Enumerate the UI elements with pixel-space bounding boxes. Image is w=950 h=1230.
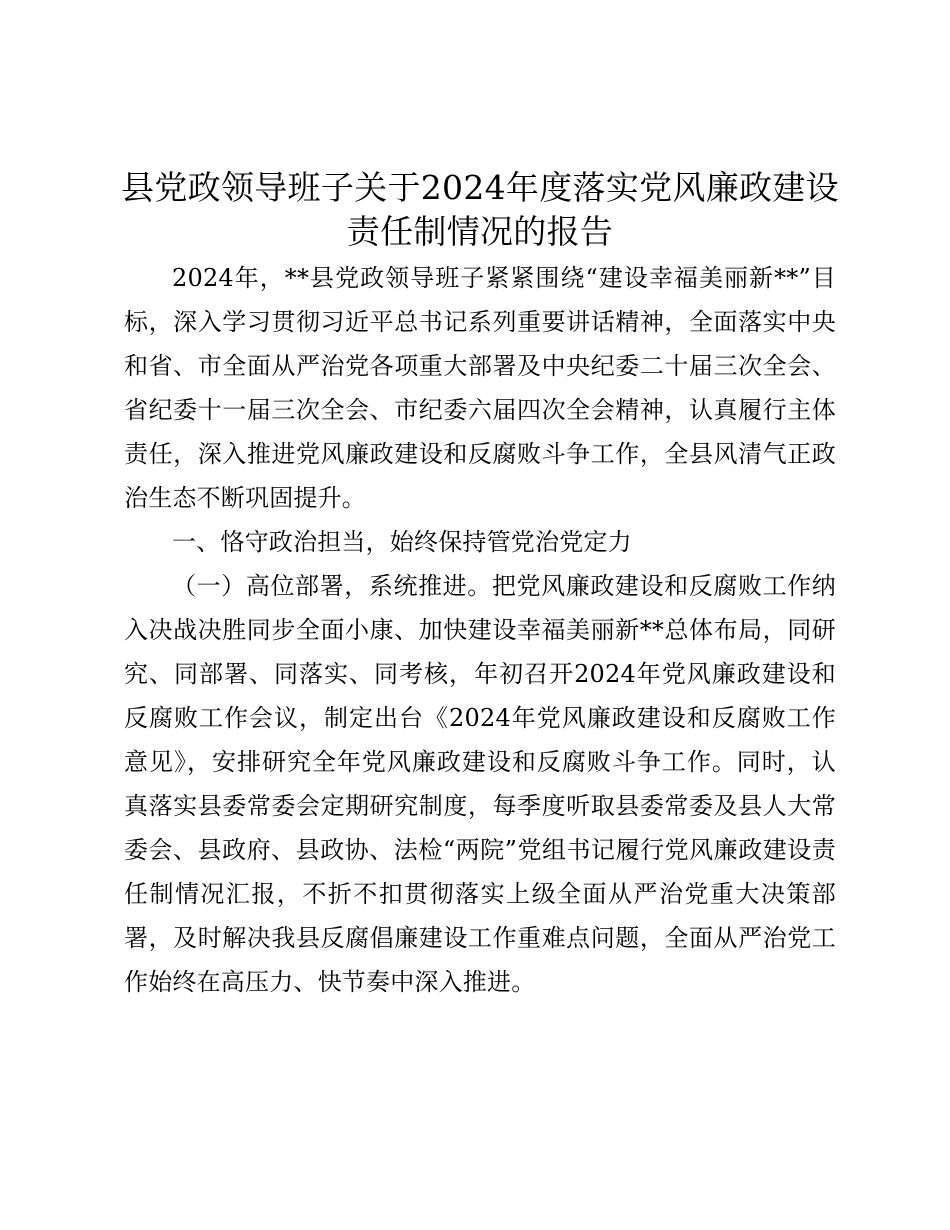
document-title: 县党政领导班子关于2024年度落实党风廉政建设责任制情况的报告 — [121, 168, 839, 251]
document-body — [124, 256, 836, 1004]
intro-paragraph: 2024年，**县党政领导班子紧紧围绕“建设幸福美丽新**”目标，深入学习贯彻习近平总书记系列重要讲话精神，全面落实中央和省、市全面从严治党各项重大部署及中央纪委二十届三次全会、省纪委十一届三次全会、市纪委六届四次全会精神，认真履行主体责任，深入推进党风廉政建设和反腐败斗争工作，全县风清气正政治生态不断巩固提升。 — [124, 264, 836, 512]
section-heading-1: 一、恪守政治担当，始终保持管党治党定力 — [172, 528, 632, 556]
subsection-paragraph-1: （一）高位部署，系统推进。把党风廉政建设和反腐败工作纳入决战决胜同步全面小康、加快建设幸福美丽新**总体布局，同研究、同部署、同落实、同考核，年初召开2024年党风廉政建设和反腐败工作会议，制定出台《2024年党风廉政建设和反腐败工作意见》，安排研究全年党风廉政建设和反腐败斗争工作。同时，认真落实县委常委会定期研究制度，每季度听取县委常委及县人大常委会、县政府、县政协、法检“两院”党组书记履行党风廉政建设责任制情况汇报，不折不扣贯彻落实上级全面从严治党重大决策部署，及时解决我县反腐倡廉建设工作重难点问题，全面从严治党工作始终在高压力、快节奏中深入推进。 — [124, 572, 836, 996]
